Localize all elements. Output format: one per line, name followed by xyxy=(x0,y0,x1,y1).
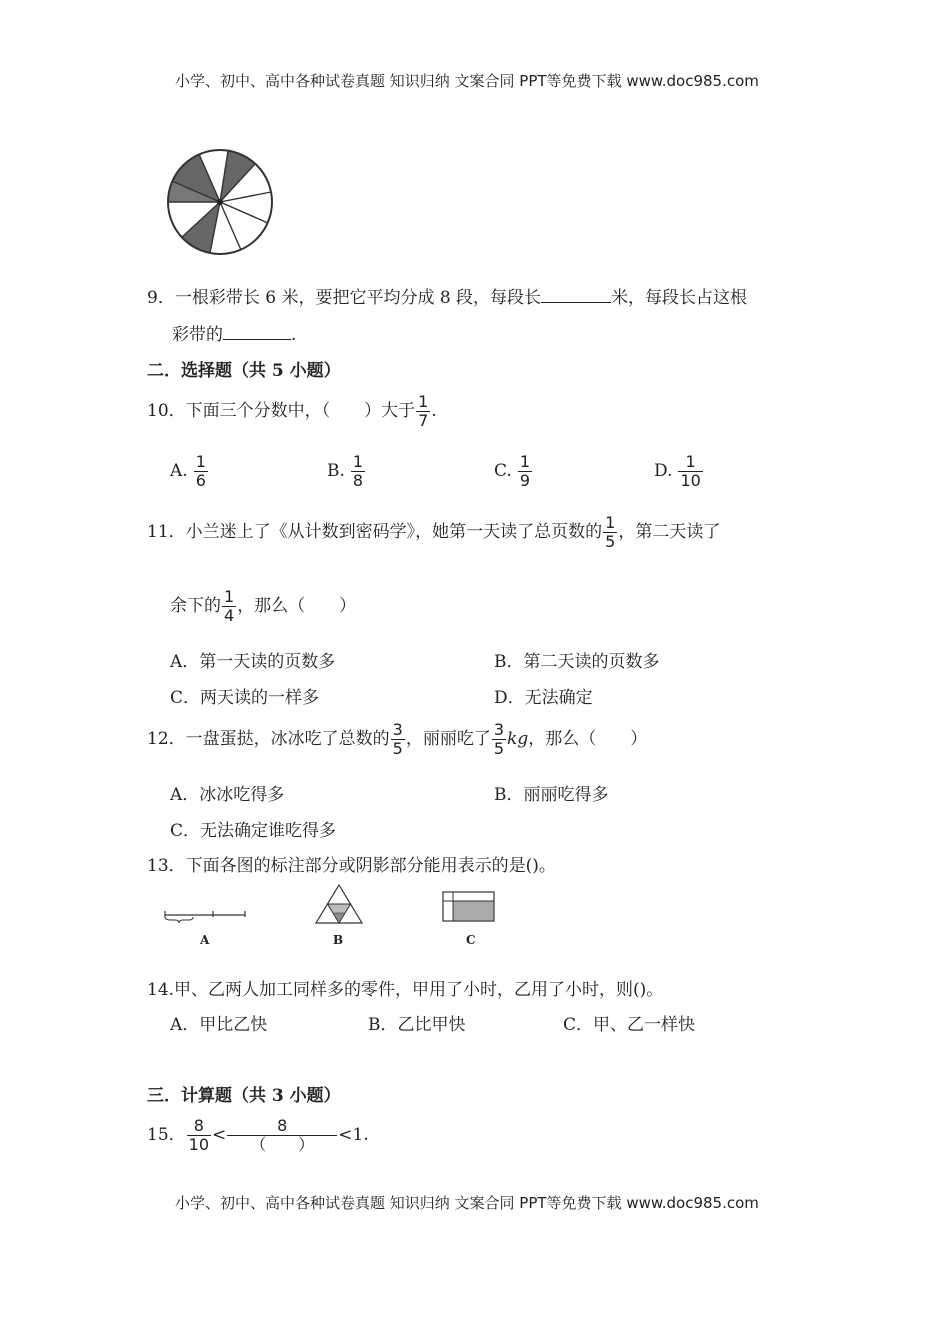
q12-fraction-2: $\frac{3}{5}$ xyxy=(493,720,505,758)
q9-blank-2[interactable] xyxy=(223,323,291,340)
q10-stem-fraction: $\frac{1}{7}$ xyxy=(418,392,429,430)
q12-option-b[interactable]: B．丽丽吃得多 xyxy=(494,785,609,805)
q15-fraction-1: $\frac{8}{10}$ xyxy=(188,1116,209,1154)
q10-stem: 10．下面三个分数中，（ ）大于 $\frac{1}{7}$ . xyxy=(147,392,437,430)
q11-stem-line1: 11．小兰迷上了《从计数到密码学》，她第一天读了总页数的 $\frac{1}{5}$ ，第二天读了 xyxy=(147,513,721,551)
q10-option-a[interactable]: A. $\frac{1}{6}$ xyxy=(170,452,206,490)
q14-stem: 14.甲、乙两人加工同样多的零件，甲用了小时，乙用了小时，则()。 xyxy=(147,980,664,1000)
section-2-title: 二．选择题（共 5 小题） xyxy=(147,361,341,381)
q14-option-c[interactable]: C．甲、乙一样快 xyxy=(563,1015,696,1035)
q13-label-b: B xyxy=(333,933,344,947)
q13-stem: 13．下面各图的标注部分或阴影部分能用表示的是()。 xyxy=(147,856,556,876)
q11-option-b[interactable]: B．第二天读的页数多 xyxy=(494,652,660,672)
page-header: 小学、初中、高中各种试卷真题 知识归纳 文案合同 PPT等免费下载 www.doc985.com xyxy=(175,72,759,90)
q9-blank-1[interactable] xyxy=(541,286,611,303)
q15-expression xyxy=(147,1117,369,1154)
q12-unit: kg xyxy=(507,729,529,749)
q11-option-c[interactable]: C．两天读的一样多 xyxy=(170,688,320,708)
q14-option-a[interactable]: A．甲比乙快 xyxy=(170,1015,268,1035)
q14-option-b[interactable]: B．乙比甲快 xyxy=(368,1015,466,1035)
q12-option-c[interactable]: C．无法确定谁吃得多 xyxy=(170,821,337,841)
q9-text-b: 米，每段长占这根 xyxy=(611,288,748,308)
q9-text-d: . xyxy=(291,325,297,345)
q11-option-d[interactable]: D．无法确定 xyxy=(494,688,593,708)
q10-option-b[interactable]: B. $\frac{1}{8}$ xyxy=(327,452,364,490)
q10-stem-text: 10．下面三个分数中，（ ）大于 xyxy=(147,401,416,421)
q10-option-d[interactable]: D. $\frac{1}{10}$ xyxy=(654,452,701,490)
q9-line2 xyxy=(172,320,296,345)
q11-option-a[interactable]: A．第一天读的页数多 xyxy=(170,652,336,672)
q9-text-a: 9．一根彩带长 6 米，要把它平均分成 8 段，每段长 xyxy=(147,288,542,308)
q9-text-c: 彩带的 xyxy=(172,325,223,345)
q12-stem: 12．一盘蛋挞，冰冰吃了总数的 $\frac{3}{5}$ ，丽丽吃了 $\frac{3}{5}$ kg，那么（ ） xyxy=(147,720,648,758)
pie-figure xyxy=(165,147,275,257)
section-3-title: 三．计算题（共 3 小题） xyxy=(147,1086,341,1106)
page-footer: 小学、初中、高中各种试卷真题 知识归纳 文案合同 PPT等免费下载 www.doc985.com xyxy=(175,1194,759,1212)
q13-label-c: C xyxy=(466,933,476,947)
q15-less-than: < xyxy=(212,1125,227,1145)
q13-figure-c xyxy=(442,891,496,923)
q10-option-c[interactable]: C. $\frac{1}{9}$ xyxy=(494,452,530,490)
q15-tail: <1. xyxy=(338,1125,369,1145)
q12-fraction-1: $\frac{3}{5}$ xyxy=(392,720,403,758)
q11-fraction-2: $\frac{1}{4}$ xyxy=(224,587,235,625)
q13-figure-a xyxy=(163,905,248,927)
q13-figure-b xyxy=(314,883,364,925)
q11-fraction-1: $\frac{1}{5}$ xyxy=(605,513,616,551)
q9-line1 xyxy=(147,283,747,308)
q15-fraction-2[interactable]: $\frac{8}{( )}$ xyxy=(227,1117,337,1154)
q12-option-a[interactable]: A．冰冰吃得多 xyxy=(170,785,285,805)
q15-label: 15． xyxy=(147,1125,186,1145)
q11-stem-line2: 余下的 $\frac{1}{4}$ ，那么（ ） xyxy=(170,587,357,625)
q13-label-a: A xyxy=(200,933,210,947)
